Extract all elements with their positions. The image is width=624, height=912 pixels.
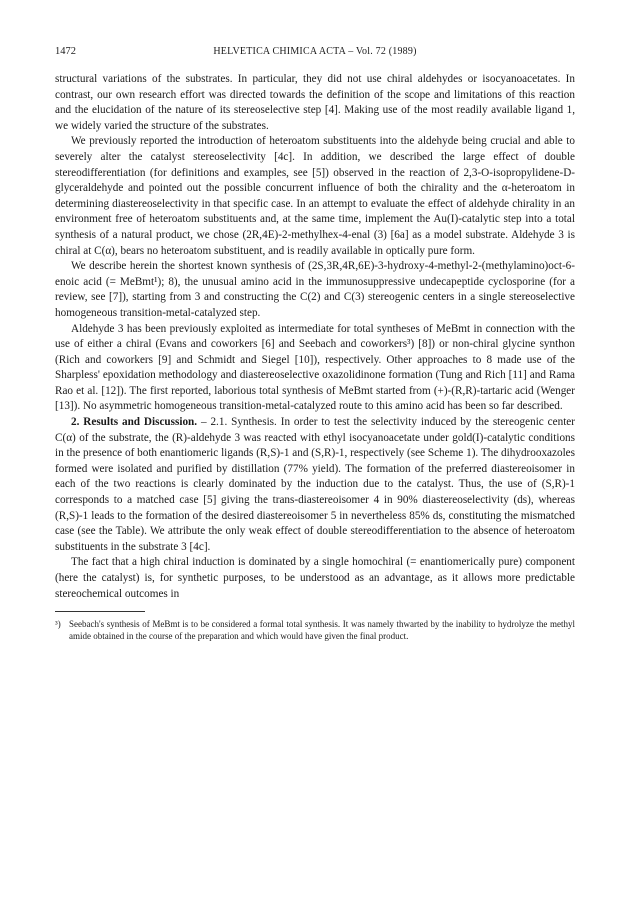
page [55, 46, 575, 642]
paragraph-2: We previously reported the introduction of heteroatom substituents into the aldehyde being crucial and able to severely alter the catalyst stereoselectivity [4c]. In addition, we described the large effect of double stereodifferentiation (for definitions and examples, see [5]) observed in the reaction of 2,3-O-isopropylidene-D-glyceraldehyde and pointed out the possible concurrent influence of both the chirality and the α-heteroatom in determining diastereoselectivity in that specific case. In an attempt to evaluate the effect of aldehyde chirality in an environment free of heteroatom substituents and, at the same time, implement the Au(I)-catalytic step into a total synthesis of a natural product, we chose (2R,4E)-2-methylhex-4-enal (3) [6a] as a model substrate. Aldehyde 3 is chiral at C(α), bears no heteroatom substituent, and is readily available in optically pure form. [55, 135, 575, 257]
footnote-text: Seebach's synthesis of MeBmt is to be considered a formal total synthesis. It was namely thwarted by the inability to hydrolyze the methyl amide obtained in the course of the preparation and which would have given the final product. [69, 619, 575, 642]
paragraph-6: The fact that a high chiral induction is dominated by a single homochiral (= enantiomerically pure) component (here the catalyst) is, for synthetic purposes, to be understood as an advantage, as it allows more predictable stereochemical outcomes in [55, 556, 575, 600]
section-heading: 2. Results and Discussion. [71, 416, 198, 429]
paragraph-results [55, 415, 575, 555]
paragraph-4: Aldehyde 3 has been previously exploited as intermediate for total syntheses of MeBmt in connection with the use of either a chiral (Evans and coworkers [6] and Seebach and coworkers³) [8]) or non-chiral glycine synthon (Rich and coworkers [9] and Schmidt and Siegel [10]), respectively. Other approaches to 8 made use of the Sharpless' epoxidation methodology and diastereoselective oxazolidinone formation (Tung and Rich [11] and Rama Rao et al. [12]). The first reported, laborious total synthesis of MeBmt started from (+)-(R,R)-tartaric acid (Wenger [13]). No asymmetric homogeneous transition-metal-catalyzed route to this amino acid has been so far described. [55, 322, 575, 413]
paragraph-1: structural variations of the substrates. In particular, they did not use chiral aldehydes or isocyanoacetates. In contrast, our own research effort was directed towards the definition of the scope and limitations of this reaction and the elucidation of the nature of its stereoselective step [4]. Making use of the most readily available ligand 1, we widely varied the structure of the substrates. [55, 73, 575, 132]
paragraph-results-text: – 2.1. Synthesis. In order to test the selectivity induced by the stereogenic center C(α) of the substrate, the (R)-aldehyde 3 was reacted with ethyl isocyanoacetate under gold(I)-catalytic conditions in the presence of both enantiomeric ligands (R,S)-1 and (S,R)-1, respectively (see Scheme 1). The dihydrooxazoles formed were isolated and purified by distillation (77% yield). The formation of the preferred diastereoisomer in each of the two reactions is clearly dominated by the induction due to the catalyst. Thus, the use of (S,R)-1 corresponds to a matched case [5] giving the trans-diastereoisomer 4 in 90% diastereoselectivity (ds), whereas (R,S)-1 leads to the formation of the desired diastereoisomer 5 in nevertheless 85% ds, constituting the mismatched case (see the Table). We attribute the only weak effect of double stereodifferentiation to the absence of heteroatom substituents in the substrate 3 [4c]. [55, 416, 575, 553]
page-number: 1472 [55, 46, 76, 57]
footnote-mark: ³) [55, 619, 61, 630]
footnote-rule [55, 611, 145, 612]
page-header [55, 46, 575, 62]
footnote [55, 618, 575, 642]
paragraph-3: We describe herein the shortest known synthesis of (2S,3R,4R,6E)-3-hydroxy-4-methyl-2-(methylamino)oct-6-enoic acid (= MeBmt¹); 8), the unusual amino acid in the immunosuppressive undecapeptide cyclosporine (for a review, see [7]), starting from 3 and constructing the C(2) and C(3) stereogenic centers in a single stereoselective homogeneous transition-metal-catalyzed step. [55, 260, 575, 319]
running-head: HELVETICA CHIMICA ACTA – Vol. 72 (1989) [213, 46, 417, 57]
